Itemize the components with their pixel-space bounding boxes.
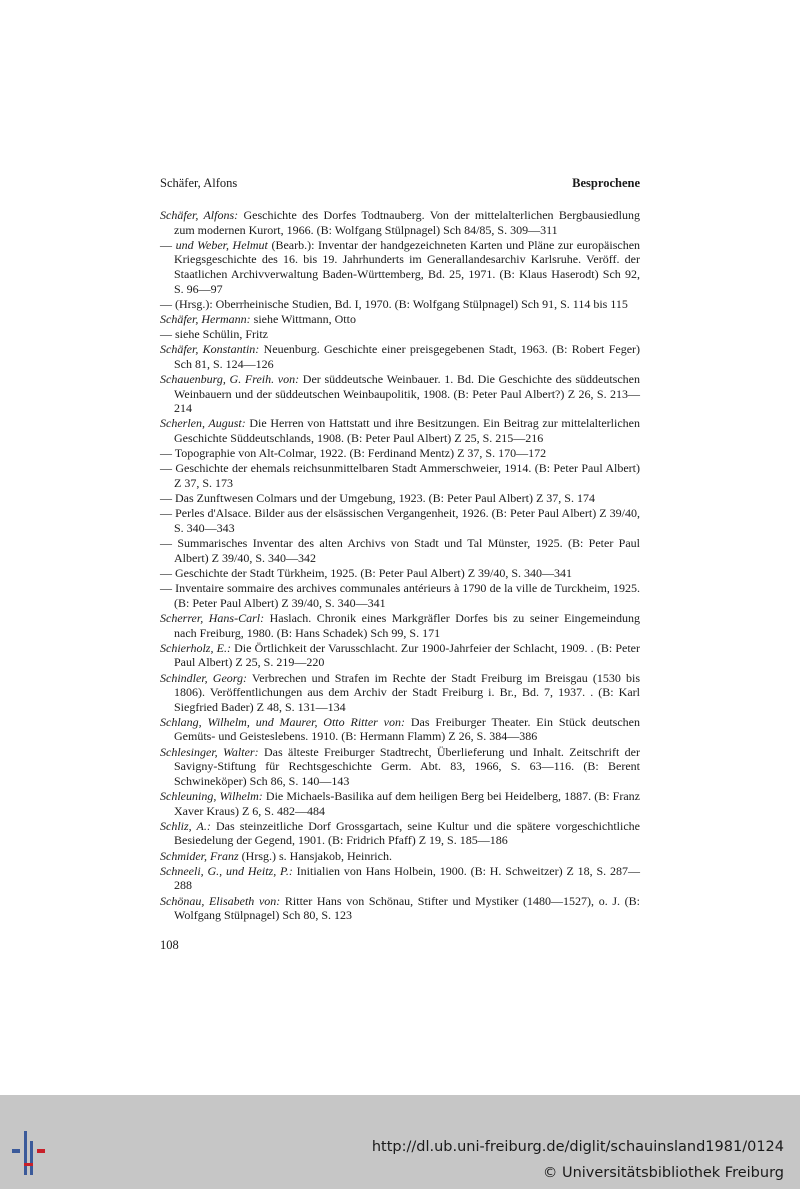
bibliography-entry	[160, 819, 640, 848]
bibliography-entry	[160, 849, 640, 864]
bibliography-entry	[160, 641, 640, 670]
entry-author: Schäfer, Konstantin:	[160, 342, 260, 357]
bibliography-list	[160, 208, 640, 923]
running-head-right: Besprochene	[572, 176, 640, 190]
bibliography-entry	[160, 611, 640, 640]
bibliography-entry	[160, 312, 640, 327]
entry-text: — Das Zunftwesen Colmars und der Umgebung, 1923. (B: Peter Paul Albert) Z 37, S. 174	[160, 491, 595, 506]
entry-author: Schäfer, Alfons:	[160, 208, 239, 222]
logo-bar-right	[37, 1149, 45, 1153]
bibliography-entry	[160, 536, 640, 565]
entry-text: (Hrsg.) s. Hansjakob, Heinrich.	[238, 848, 392, 863]
entry-author: Schliz, A.:	[160, 818, 211, 833]
bibliography-entry	[160, 342, 640, 371]
source-url-link[interactable]: http://dl.ub.uni-freiburg.de/diglit/schauinsland1981/0124	[371, 1139, 784, 1155]
bibliography-entry	[160, 789, 640, 818]
bibliography-entry	[160, 745, 640, 789]
entry-text: — Perles d'Alsace. Bilder aus der elsässischen Vergangenheit, 1926. (B: Peter Paul Albert) Z 39/40, S. 340—343	[160, 506, 640, 535]
entry-text: Geschichte des Dorfes Todtnauberg. Von der mittelalterlichen Bergbausiedlung zum modernen Kurort, 1966. (B: Wolfgang Stülpnagel) Sch 84/85, S. 309—311	[174, 208, 640, 237]
ub-freiburg-logo-icon[interactable]	[10, 1131, 52, 1175]
bibliography-entry	[160, 327, 640, 342]
entry-text: Die Michaels-Basilika auf dem heiligen Berg bei Heidelberg, 1887. (B: Franz Xaver Kraus) Z 6, S. 482—484	[174, 789, 640, 818]
entry-author: Schönau, Elisabeth von:	[160, 893, 281, 908]
entry-text: (Bearb.): Inventar der handgezeichneten Karten und Pläne zur europäischen Kriegsgeschichte des 16. bis 19. Jahrhunderts im Generallandesarchiv Karlsruhe. Veröff. der Staatlichen Archivverwaltung Baden-Württemberg, Bd. 25, 1971. (B: Klaus Haserodt) Sch 92, S. 96—97	[174, 237, 641, 296]
copyright-notice: © Universitätsbibliothek Freiburg	[542, 1165, 784, 1181]
entry-text: Initialien von Hans Holbein, 1900. (B: H. Schweitzer) Z 18, S. 287—288	[174, 863, 640, 893]
entry-author: Scherlen, August:	[160, 416, 246, 431]
entry-text: Neuenburg. Geschichte einer preisgegebenen Stadt, 1963. (B: Robert Feger) Sch 81, S. 124—126	[174, 342, 641, 371]
logo-bar-tall-right	[30, 1141, 33, 1175]
entry-text: — Inventaire sommaire des archives communales antérieurs à 1790 de la ville de Turckheim, 1925. (B: Peter Paul Albert) Z 39/40, S. 340—341	[160, 581, 640, 610]
entry-author: Schlang, Wilhelm, und Maurer, Otto Ritter von:	[160, 714, 406, 729]
entry-author: Schneeli, G., und Heitz, P.:	[160, 863, 293, 878]
entry-author: Schlesinger, Walter:	[160, 744, 259, 759]
bibliography-entry	[160, 372, 640, 416]
entry-text: Haslach. Chronik eines Markgräfler Dorfes bis zu seiner Eingemeindung nach Freiburg, 1980. (B: Hans Schadek) Sch 99, S. 171	[174, 610, 640, 640]
bibliography-entry	[160, 566, 640, 581]
entry-text: — (Hrsg.): Oberrheinische Studien, Bd. I, 1970. (B: Wolfgang Stülpnagel) Sch 91, S. 114 bis 115	[160, 296, 628, 311]
viewer-footer-bar	[0, 1095, 800, 1189]
entry-text: — Geschichte der ehemals reichsunmittelbaren Stadt Ammerschweier, 1914. (B: Peter Paul Albert) Z 37, S. 173	[160, 461, 640, 491]
entry-author: Schmider, Franz	[160, 848, 239, 863]
bibliography-entry	[160, 446, 640, 461]
running-head-left: Schäfer, Alfons	[160, 176, 238, 190]
bibliography-entry	[160, 208, 640, 237]
entry-text: Das steinzeitliche Dorf Grossgartach, seine Kultur und die spätere vorgeschichtliche Besiedelung der Gegend, 1901. (B: Fridrich Pfaff) Z 19, S. 185—186	[174, 818, 640, 848]
entry-text: siehe Wittmann, Otto	[250, 311, 356, 326]
entry-author: Schindler, Georg:	[160, 670, 247, 685]
entry-author: Schäfer, Hermann:	[160, 311, 251, 326]
logo-bar-left	[12, 1149, 20, 1153]
bibliography-entry	[160, 416, 640, 445]
entry-text: Die Herren von Hattstatt und ihre Besitzungen. Ein Beitrag zur mittelalterlichen Geschichte Süddeutschlands, 1908. (B: Peter Paul Albert) Z 25, S. 215—216	[174, 416, 640, 446]
bibliography-entry	[160, 864, 640, 893]
entry-text: — siehe Schülin, Fritz	[160, 327, 268, 342]
logo-bar-bottom	[24, 1163, 33, 1166]
bibliography-entry	[160, 506, 640, 535]
entry-text: — Summarisches Inventar des alten Archivs von Stadt und Tal Münster, 1925. (B: Peter Paul Albert) Z 39/40, S. 340—342	[160, 536, 640, 565]
bibliography-entry	[160, 491, 640, 506]
entry-text: Verbrechen und Strafen im Rechte der Stadt Freiburg im Breisgau (1530 bis 1806). Veröffentlichungen aus dem Archiv der Stadt Freiburg i. Br., Bd. 7, 1937. . (B: Karl Siegfried Bader) Z 48, S. 131—134	[174, 670, 640, 714]
bibliography-entry	[160, 894, 640, 923]
entry-author: und Weber, Helmut	[175, 237, 268, 252]
bibliography-entry	[160, 715, 640, 744]
bibliography-entry	[160, 581, 640, 610]
bibliography-entry	[160, 671, 640, 715]
entry-author: Schauenburg, G. Freih. von:	[160, 372, 300, 387]
logo-bar-tall-left	[24, 1131, 27, 1175]
entry-author: Schleuning, Wilhelm:	[160, 789, 263, 804]
entry-text: Der süddeutsche Weinbauer. 1. Bd. Die Geschichte des süddeutschen Weinbauern und der süddeutschen Weinbaupolitik, 1908. (B: Peter Paul Albert?) Z 26, S. 213—214	[174, 372, 640, 416]
entry-text: — Geschichte der Stadt Türkheim, 1925. (B: Peter Paul Albert) Z 39/40, S. 340—341	[160, 565, 573, 580]
entry-text: Ritter Hans von Schönau, Stifter und Mystiker (1480—1527), o. J. (B: Wolfgang Stülpnagel) Sch 80, S. 123	[174, 893, 640, 923]
entry-text: Das Freiburger Theater. Ein Stück deutschen Gemüts- und Geisteslebens. 1910. (B: Hermann Flamm) Z 26, S. 384—386	[174, 714, 640, 744]
entry-author: Scherrer, Hans-Carl:	[160, 610, 265, 625]
entry-text: Das älteste Freiburger Stadtrecht, Überlieferung und Inhalt. Zeitschrift der Savigny-Stiftung für Rechtsgeschichte Germ. Abt. 83, 1966, S. 63—116. (B: Berent Schwineköper) Sch 86, S. 140—143	[174, 744, 640, 788]
entry-text: — Topographie von Alt-Colmar, 1922. (B: Ferdinand Mentz) Z 37, S. 170—172	[160, 446, 547, 461]
bibliography-entry	[160, 238, 640, 296]
entry-prefix: —	[160, 237, 176, 252]
entry-text: Die Örtlichkeit der Varusschlacht. Zur 1900-Jahrfeier der Schlacht, 1909. . (B: Peter Paul Albert) Z 25, S. 219—220	[174, 640, 640, 670]
page-number: 108	[160, 938, 179, 952]
bibliography-entry	[160, 297, 640, 312]
bibliography-entry	[160, 461, 640, 490]
entry-author: Schierholz, E.:	[160, 640, 231, 655]
